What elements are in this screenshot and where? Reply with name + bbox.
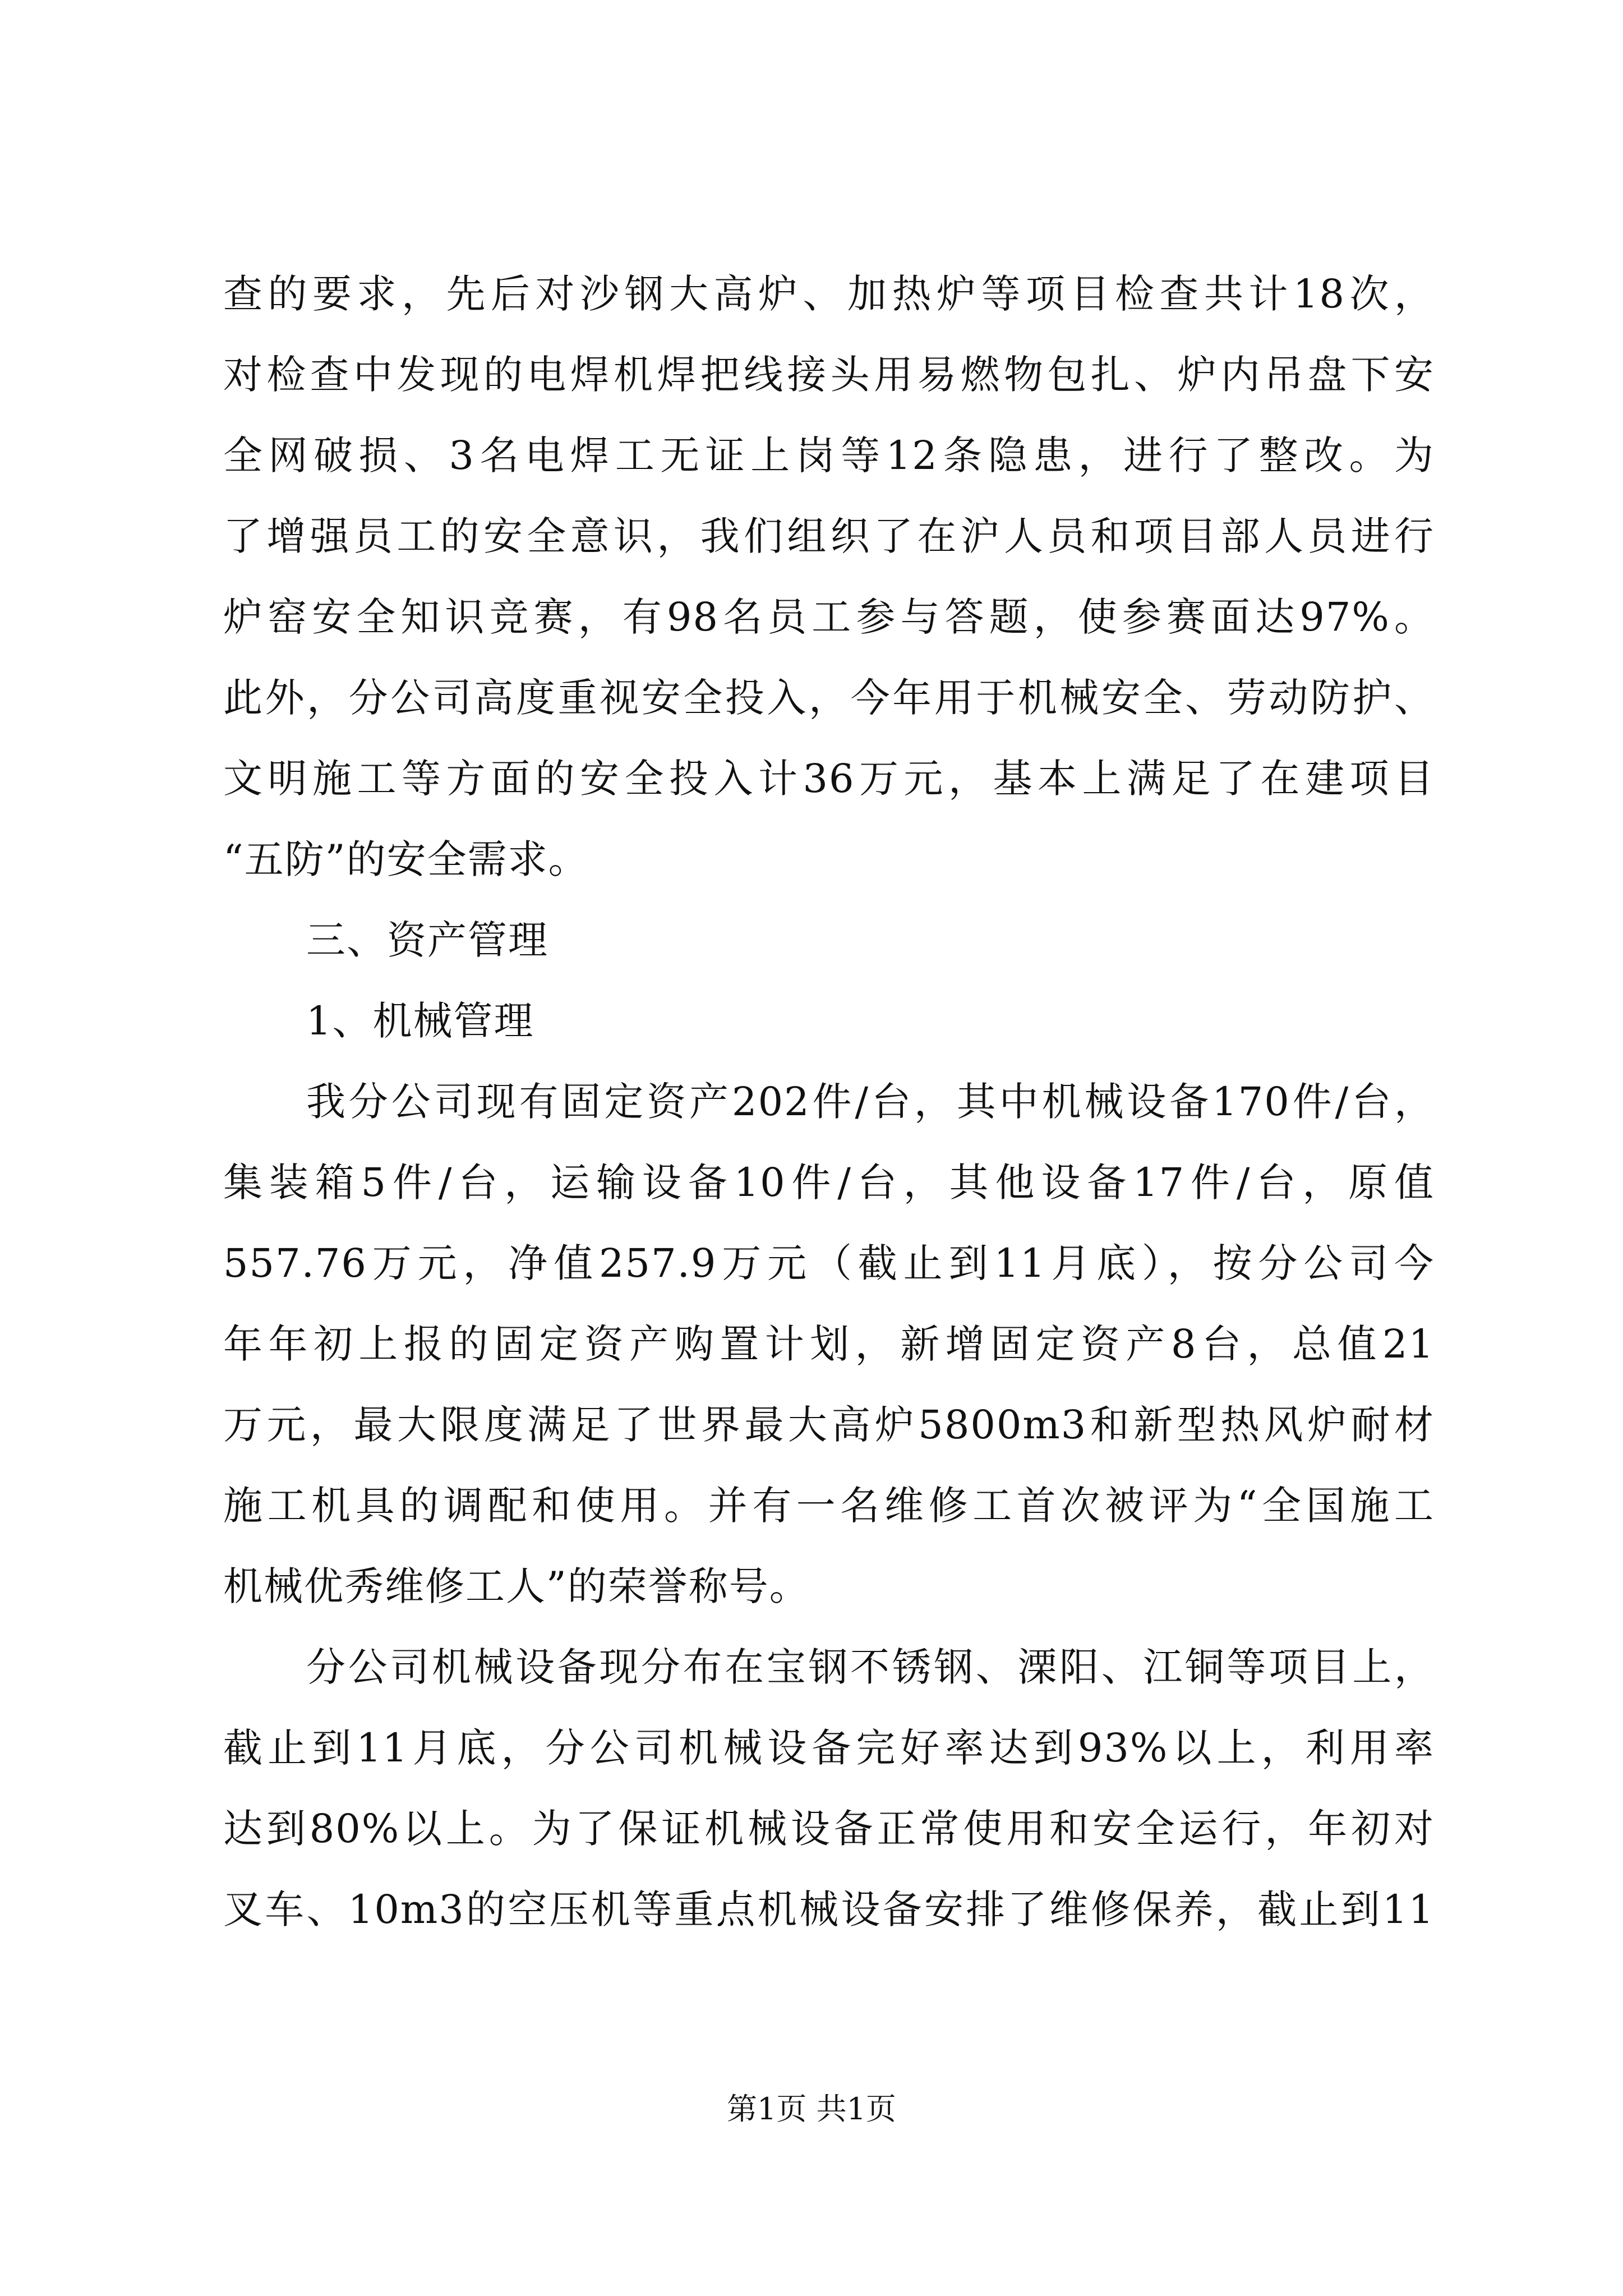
text-line: 施工机具的调配和使用。并有一名维修工首次被评为“全国施工 [223, 1483, 1435, 1529]
text-line: 年年初上报的固定资产购置计划，新增固定资产8台，总值21 [223, 1321, 1435, 1367]
text-line: 557.76万元，净值257.9万元（截止到11月底），按分公司今 [223, 1240, 1435, 1286]
text-line: 机械优秀维修工人”的荣誉称号。 [223, 1563, 810, 1609]
document-body [223, 254, 1435, 1950]
text-line: 万元，最大限度满足了世界最大高炉5800m3和新型热风炉耐材 [223, 1402, 1435, 1448]
text-line: 文明施工等方面的安全投入计36万元，基本上满足了在建项目 [223, 756, 1435, 802]
text-line: 达到80%以上。为了保证机械设备正常使用和安全运行，年初对 [223, 1806, 1435, 1852]
section-heading: 三、资产管理 [306, 917, 548, 963]
text-line: “五防”的安全需求。 [223, 836, 589, 882]
text-line: 了增强员工的安全意识，我们组织了在沪人员和项目部人员进行 [223, 513, 1435, 559]
subsection-heading: 1、机械管理 [306, 998, 534, 1044]
text-line: 对检查中发现的电焊机焊把线接头用易燃物包扎、炉内吊盘下安 [223, 352, 1435, 398]
text-line: 截止到11月底，分公司机械设备完好率达到93%以上，利用率 [223, 1725, 1435, 1771]
text-line: 集装箱5件/台，运输设备10件/台，其他设备17件/台，原值 [223, 1159, 1435, 1205]
text-line: 叉车、10m3的空压机等重点机械设备安排了维修保养，截止到11 [223, 1887, 1435, 1932]
text-line: 炉窑安全知识竞赛，有98名员工参与答题，使参赛面达97%。 [223, 594, 1435, 640]
text-line: 全网破损、3名电焊工无证上岗等12条隐患，进行了整改。为 [223, 432, 1435, 478]
text-line: 查的要求，先后对沙钢大高炉、加热炉等项目检查共计18次， [223, 271, 1435, 317]
text-line: 我分公司现有固定资产202件/台，其中机械设备170件/台， [306, 1079, 1435, 1125]
text-line: 分公司机械设备现分布在宝钢不锈钢、溧阳、江铜等项目上， [306, 1644, 1435, 1690]
page-footer: 第1页 共1页 [727, 2091, 896, 2127]
text-line: 此外，分公司高度重视安全投入，今年用于机械安全、劳动防护、 [223, 675, 1435, 721]
